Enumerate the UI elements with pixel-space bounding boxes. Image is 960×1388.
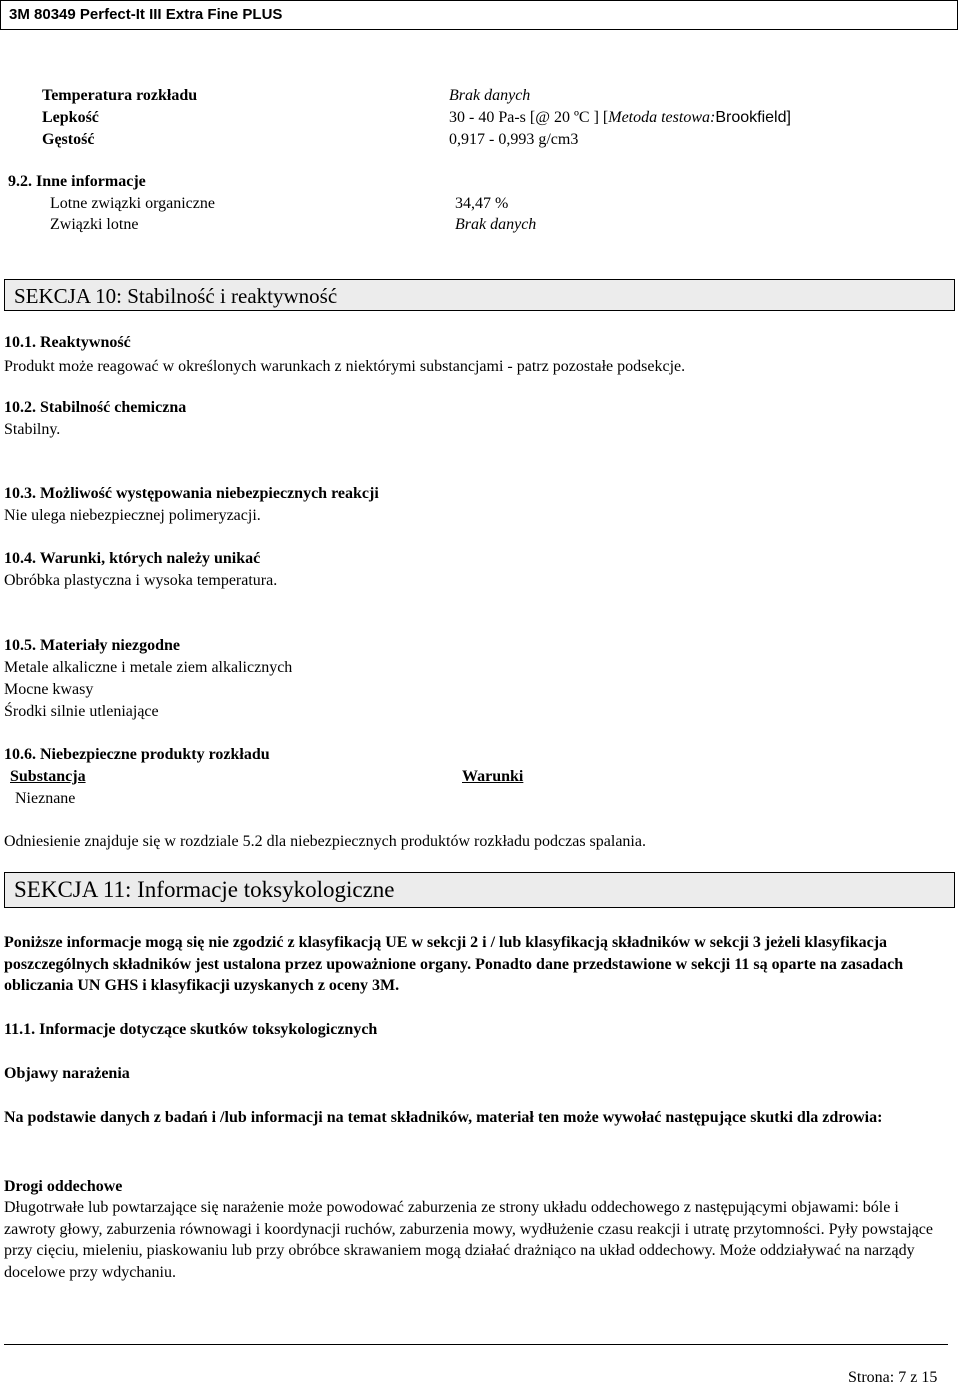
page-number: Strona: 7 z 15 bbox=[848, 1369, 938, 1386]
document-header bbox=[0, 0, 958, 30]
s11-1-heading: 11.1. Informacje dotyczące skutków toksykologicznych bbox=[4, 1021, 378, 1038]
property-label-viscosity: Lepkość bbox=[42, 109, 99, 126]
s10-4-heading: 10.4. Warunki, których należy unikać bbox=[4, 550, 261, 567]
property-label-decomposition: Temperatura rozkładu bbox=[42, 87, 198, 104]
s10-5-line-3: Środki silnie utleniające bbox=[4, 703, 159, 720]
s10-4-text: Obróbka plastyczna i wysoka temperatura. bbox=[4, 572, 278, 589]
voc-value: 34,47 % bbox=[455, 195, 509, 212]
s10-1-text: Produkt może reagować w określonych warunkach z niektórymi substancjami - patrz pozostałe podsekcje. bbox=[4, 358, 686, 375]
voc-label: Lotne związki organiczne bbox=[50, 195, 215, 212]
health-effects-text: Na podstawie danych z badań i /lub informacji na temat składników, materiał ten może wywołać następujące skutki dla zdrowia: bbox=[4, 1109, 883, 1126]
substance-value: Nieznane bbox=[15, 790, 76, 807]
s10-6-note: Odniesienie znajduje się w rozdziale 5.2 dla niebezpiecznych produktów rozkładu podczas spalania. bbox=[4, 833, 646, 850]
s11-intro: Poniższe informacje mogą się nie zgodzić z klasyfikacją UE w sekcji 2 i / lub klasyfikacją składników w sekcji 3 jeżeli klasyfikacja poszczególnych składników jest ustalona przez upoważnione organy. Ponadto dane przedstawione w sekcji 11 są oparte na zasadach obliczania UN GHS i klasyfikacji uzyskanych z oceny 3M. bbox=[4, 934, 904, 994]
product-title: 3M 80349 Perfect-It III Extra Fine PLUS bbox=[9, 6, 283, 23]
section-11-title: SEKCJA 11: Informacje toksykologiczne bbox=[14, 877, 395, 902]
section-10-header bbox=[4, 279, 955, 311]
s10-2-heading: 10.2. Stabilność chemiczna bbox=[4, 399, 187, 416]
col-substance: Substancja bbox=[10, 768, 86, 785]
s10-5-line-2: Mocne kwasy bbox=[4, 681, 94, 698]
other-info-heading: 9.2. Inne informacje bbox=[8, 173, 146, 190]
volatile-label: Związki lotne bbox=[50, 216, 139, 233]
footer-divider bbox=[4, 1344, 948, 1345]
s10-5-heading: 10.5. Materiały niezgodne bbox=[4, 637, 180, 654]
col-conditions: Warunki bbox=[462, 768, 524, 785]
section-10-title: SEKCJA 10: Stabilność i reaktywność bbox=[14, 284, 338, 308]
property-label-density: Gęstość bbox=[42, 131, 95, 148]
s10-3-heading: 10.3. Możliwość występowania niebezpiecznych reakcji bbox=[4, 485, 379, 502]
symptoms-heading: Objawy narażenia bbox=[4, 1065, 130, 1082]
s10-2-text: Stabilny. bbox=[4, 421, 61, 438]
section-11-header bbox=[4, 872, 955, 908]
property-value-decomposition: Brak danych bbox=[449, 87, 531, 104]
respiratory-text: Długotrwałe lub powtarzające się narażenie może powodować zaburzenia ze strony układu oddechowego z następującymi objawami: bóle i zawroty głowy, zaburzenia równowagi i koordynacji ruchów, zaburzenia mowy, wydłużenie czasu reakcji i utratę przytomności. Pyły powstające przy cięciu, mieleniu, piaskowaniu lub przy obróbce skrawaniem mogą działać drażniąco na układ oddechowy. Może oddziaływać na narządy docelowe przy wdychaniu. bbox=[4, 1199, 933, 1281]
property-value-density: 0,917 - 0,993 g/cm3 bbox=[449, 131, 579, 148]
respiratory-heading: Drogi oddechowe bbox=[4, 1178, 123, 1195]
volatile-value: Brak danych bbox=[455, 216, 537, 233]
s10-3-text: Nie ulega niebezpiecznej polimeryzacji. bbox=[4, 507, 261, 524]
s10-5-line-1: Metale alkaliczne i metale ziem alkalicznych bbox=[4, 659, 293, 676]
s10-6-heading: 10.6. Niebezpieczne produkty rozkładu bbox=[4, 746, 270, 763]
property-value-viscosity: 30 - 40 Pa-s [@ 20 ºC ] [Metoda testowa:Brookfield] bbox=[449, 109, 791, 126]
s10-1-heading: 10.1. Reaktywność bbox=[4, 334, 131, 351]
